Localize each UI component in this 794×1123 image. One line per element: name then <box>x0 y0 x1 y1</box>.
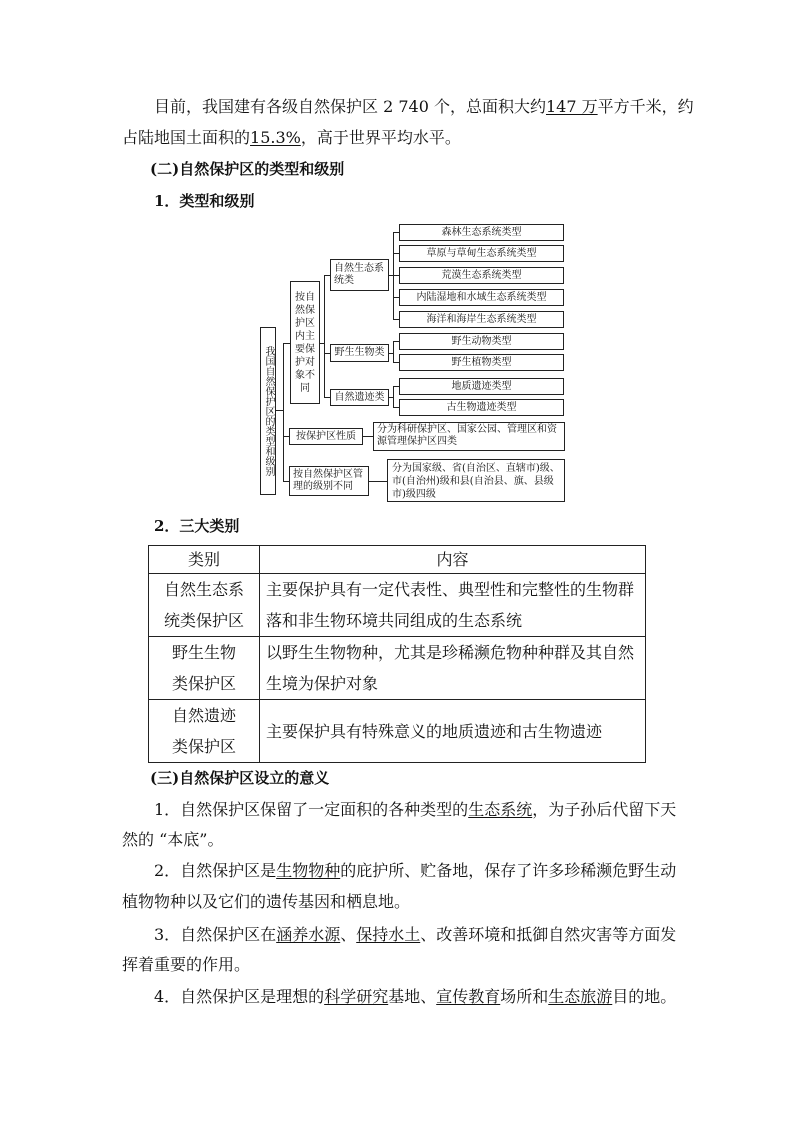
content-cell: 主要保护具有特殊意义的地质遗迹和古生物遗迹 <box>260 700 646 763</box>
level-detail: 分为国家级、省(自治区、直辖市)级、市(自治州)级和县(自治县、旗、县级市)级四级 <box>387 459 565 502</box>
point-4: 4．自然保护区是理想的科学研究基地、宣传教育场所和生态旅游目的地。 <box>154 987 677 1006</box>
header-content: 内容 <box>260 546 646 574</box>
connector <box>393 319 399 320</box>
table-row <box>149 574 646 637</box>
branch-by-object: 按自然保护区内主要保护对象不同 <box>290 281 320 404</box>
g1-item-5: 海洋和海岸生态系统类型 <box>399 311 564 328</box>
area-value: 147 万 <box>545 97 598 116</box>
point-3-line-1: 3．自然保护区在涵养水源、保持水土、改善环境和抵御自然灾害等方面发 <box>154 925 677 944</box>
connector <box>363 436 373 437</box>
connector <box>324 275 330 276</box>
point-1-line-1: 1．自然保护区保留了一定面积的各种类型的生态系统，为子孙后代留下天 <box>154 800 677 819</box>
content-cell: 主要保护具有一定代表性、典型性和完整性的生物群 落和非生物环境共同组成的生态系统 <box>260 574 646 637</box>
connector <box>393 297 399 298</box>
connector <box>393 341 394 363</box>
subsection-1-title: 1．类型和级别 <box>154 192 255 210</box>
connector <box>393 341 399 342</box>
group-ecosystem: 自然生态系统类 <box>330 259 389 291</box>
connector <box>324 275 325 398</box>
intro-line-2: 占陆地国土面积的15.3%，高于世界平均水平。 <box>122 128 461 147</box>
group-relics: 自然遗迹类 <box>330 389 389 406</box>
point-2-line-1: 2．自然保护区是生物物种的庇护所、贮备地，保存了许多珍稀濒危野生动 <box>154 861 677 880</box>
branch-by-level: 按自然保护区管理的级别不同 <box>289 466 369 496</box>
category-cell: 野生生物 类保护区 <box>149 637 260 700</box>
subsection-2-title: 2．三大类别 <box>154 517 240 535</box>
intro-line-1: 目前，我国建有各级自然保护区 2 740 个，总面积大约147 万平方千米，约 <box>154 97 694 116</box>
table-row <box>149 700 646 763</box>
g3-item-1: 地质遗迹类型 <box>399 378 564 395</box>
category-cell: 自然遗迹 类保护区 <box>149 700 260 763</box>
section-3-title: (三)自然保护区设立的意义 <box>150 769 330 787</box>
nature-detail: 分为科研保护区、国家公园、管理区和资源管理保护区四类 <box>373 422 565 451</box>
connector <box>393 407 399 408</box>
section-2-title: (二)自然保护区的类型和级别 <box>150 160 345 178</box>
percent-value: 15.3% <box>250 128 301 147</box>
connector <box>393 386 399 387</box>
g1-item-1: 森林生态系统类型 <box>399 224 564 241</box>
g1-item-3: 荒漠生态系统类型 <box>399 267 564 284</box>
branch-by-nature: 按保护区性质 <box>289 428 363 445</box>
g2-item-1: 野生动物类型 <box>399 333 564 350</box>
connector <box>393 362 399 363</box>
g1-item-2: 草原与草甸生态系统类型 <box>399 245 564 262</box>
content-cell: 以野生生物物种，尤其是珍稀濒危物种种群及其自然 生境为保护对象 <box>260 637 646 700</box>
group-wildlife: 野生生物类 <box>330 344 389 362</box>
connector <box>283 343 284 481</box>
connector <box>369 481 387 482</box>
connector <box>393 275 399 276</box>
category-table <box>148 545 646 763</box>
connector <box>324 397 330 398</box>
diagram-root: 我国自然保护区的类型和级别 <box>260 327 276 495</box>
table-row <box>149 637 646 700</box>
connector <box>393 386 394 408</box>
connector <box>393 232 399 233</box>
point-1-line-2: 然的 “本底”。 <box>122 830 224 849</box>
g2-item-2: 野生植物类型 <box>399 354 564 371</box>
connector <box>283 481 289 482</box>
g1-item-4: 内陆湿地和水域生态系统类型 <box>399 289 564 306</box>
category-cell: 自然生态系 统类保护区 <box>149 574 260 637</box>
header-category: 类别 <box>149 546 260 574</box>
point-2-line-2: 植物物种以及它们的遗传基因和栖息地。 <box>122 892 411 911</box>
table-header-row <box>149 546 646 574</box>
g3-item-2: 古生物遗迹类型 <box>399 399 564 416</box>
connector <box>393 253 399 254</box>
connector <box>324 353 330 354</box>
point-3-line-2: 挥着重要的作用。 <box>122 955 251 974</box>
connector <box>283 343 290 344</box>
connector <box>283 436 289 437</box>
